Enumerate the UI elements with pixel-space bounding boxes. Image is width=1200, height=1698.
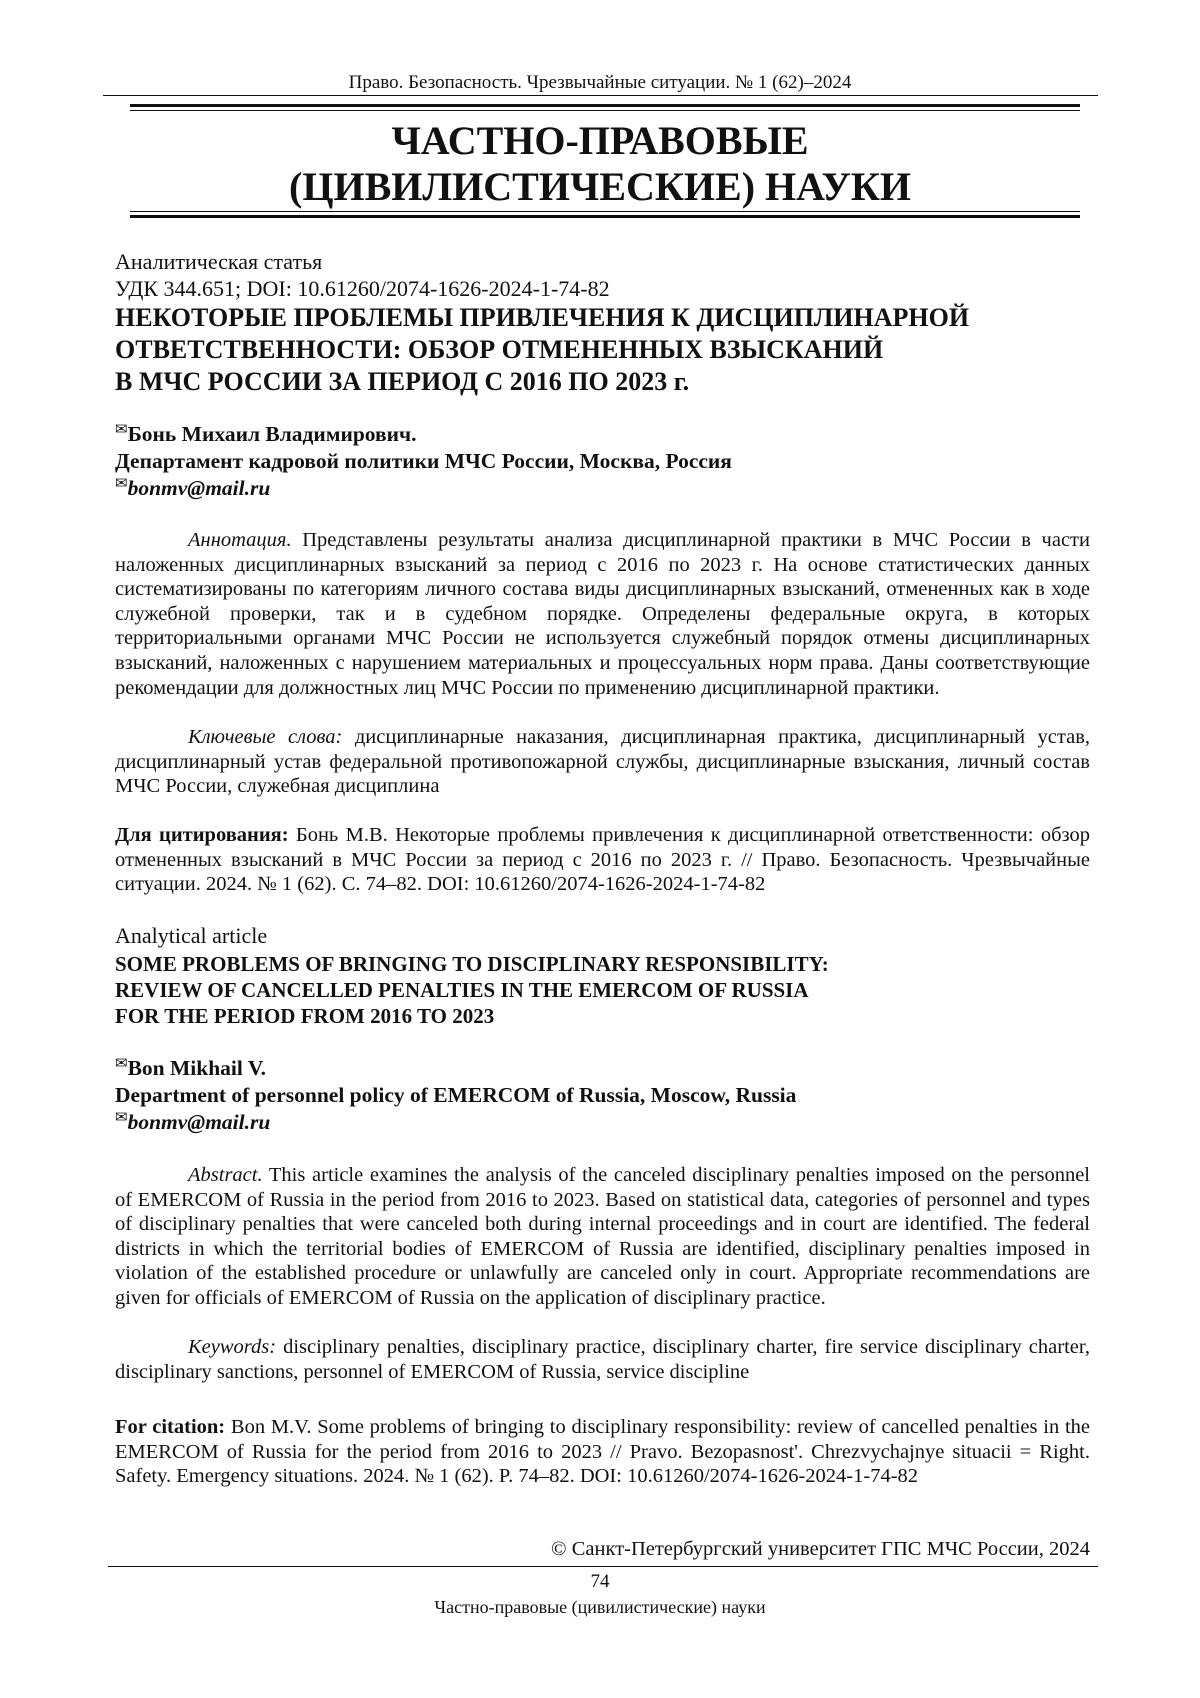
copyright: © Санкт-Петербургский университет ГПС МЧС России, 2024 — [551, 1538, 1090, 1560]
section-rule-bottom-thick — [130, 215, 1080, 218]
keywords-label-en: Keywords: — [188, 1336, 277, 1358]
abstract-ru — [115, 528, 1090, 700]
title-ru-line2: ОТВЕТСТВЕННОСТИ: ОБЗОР ОТМЕНЕННЫХ ВЗЫСКАНИЙ — [115, 335, 884, 364]
author-block-en — [115, 1055, 1090, 1136]
abstract-label-ru: Аннотация. — [188, 529, 292, 551]
citation-ru — [115, 823, 1090, 897]
section-rule-top-thin — [130, 110, 1080, 111]
title-en-line3: FOR THE PERIOD FROM 2016 TO 2023 — [115, 1004, 495, 1028]
article-type-en: Analytical article — [115, 923, 268, 948]
section-title-line1: ЧАСТНО-ПРАВОВЫЕ — [391, 118, 809, 163]
abstract-text-ru: Представлены результаты анализа дисциплинарной практики в МЧС России в части наложенных дисциплинарных взысканий за период с 2016 по 2023 г. На основе статистических данных систематизированы по категориям личного состава виды дисциплинарных взысканий, отмененных как в ходе служебной проверки, так и в судебном порядке. Определены федеральные округа, в которых территориальными органами МЧС России не используется служебный порядок отмены дисциплинарных взысканий, наложенных с нарушением материальных и процессуальных норм права. Даны соответствующие рекомендации для должностных лиц МЧС России по применению дисциплинарной практики. — [115, 529, 1090, 699]
citation-text-ru: Бонь М.В. Некоторые проблемы привлечения к дисциплинарной ответственности: обзор отмененных взысканий в МЧС России за период с 2016 по 2023 г. // Право. Безопасность. Чрезвычайные ситуации. 2024. № 1 (62). С. 74–82. DOI: 10.61260/2074-1626-2024-1-74-82 — [115, 824, 1090, 896]
citation-en — [115, 1415, 1090, 1489]
citation-label-ru: Для цитирования: — [115, 824, 289, 846]
affiliation-en: Department of personnel policy of EMERCOM of Russia, Moscow, Russia — [115, 1083, 797, 1107]
author-block-ru — [115, 421, 1090, 502]
section-rule-bottom-thin — [130, 211, 1080, 212]
title-en-line1: SOME PROBLEMS OF BRINGING TO DISCIPLINARY RESPONSIBILITY: — [115, 952, 829, 976]
article-type-ru: Аналитическая статья — [115, 249, 323, 274]
abstract-text-en: This article examines the analysis of the canceled disciplinary penalties imposed on the personnel of EMERCOM of Russia in the period from 2016 to 2023. Based on statistical data, categories of personnel and types of disciplinary penalties that were canceled both during internal proceedings and in court are identified. The federal districts in which the territorial bodies of EMERCOM of Russia are identified, disciplinary penalties imposed in violation of the established procedure or unlawfully are canceled only in court. Appropriate recommendations are given for officials of EMERCOM of Russia on the application of disciplinary practice. — [115, 1164, 1090, 1309]
author-name-en: Bon Mikhail V. — [127, 1056, 266, 1080]
section-rule-top-thick — [130, 104, 1080, 107]
keywords-text-en: disciplinary penalties, disciplinary practice, disciplinary charter, fire service disciplinary charter, disciplinary sanctions, personnel of EMERCOM of Russia, service discipline — [115, 1336, 1090, 1383]
journal-header: Право. Безопасность. Чрезвычайные ситуации. № 1 (62)–2024 — [348, 72, 852, 93]
section-title-line2: (ЦИВИЛИСТИЧЕСКИЕ) НАУКИ — [289, 164, 911, 209]
envelope-icon: ✉ — [115, 422, 128, 438]
keywords-text-ru: дисциплинарные наказания, дисциплинарная практика, дисциплинарный устав, дисциплинарный устав федеральной противопожарной службы, дисциплинарные взыскания, личный состав МЧС России, служебная дисциплина — [115, 726, 1090, 798]
affiliation-ru: Департамент кадровой политики МЧС России, Москва, Россия — [115, 449, 732, 473]
footer-rule — [108, 1566, 1098, 1567]
keywords-label-ru: Ключевые слова: — [188, 726, 343, 748]
email-link-en[interactable]: bonmv@mail.ru — [127, 1110, 271, 1134]
citation-label-en: For citation: — [115, 1416, 226, 1438]
header-rule — [103, 95, 1098, 96]
title-en-line2: REVIEW OF CANCELLED PENALTIES IN THE EMERCOM OF RUSSIA — [115, 978, 809, 1002]
citation-text-en: Bon M.V. Some problems of bringing to disciplinary responsibility: review of cancelled penalties in the EMERCOM of Russia for the period from 2016 to 2023 // Pravo. Bezopasnost'. Chrezvychajnye situacii = Right. Safety. Emergency situations. 2024. № 1 (62). P. 74–82. DOI: 10.61260/2074-1626-2024-1-74-82 — [115, 1416, 1090, 1488]
udk-doi: УДК 344.651; DOI: 10.61260/2074-1626-2024-1-74-82 — [115, 276, 610, 301]
author-name-ru: Бонь Михаил Владимирович. — [127, 422, 417, 446]
article-title-en — [115, 951, 1090, 1029]
footer-section: Частно-правовые (цивилистические) науки — [434, 1597, 766, 1617]
envelope-icon: ✉ — [115, 476, 128, 492]
title-ru-line1: НЕКОТОРЫЕ ПРОБЛЕМЫ ПРИВЛЕЧЕНИЯ К ДИСЦИПЛИНАРНОЙ — [115, 303, 970, 332]
envelope-icon: ✉ — [115, 1110, 128, 1126]
keywords-en — [115, 1335, 1090, 1384]
abstract-en — [115, 1163, 1090, 1311]
email-link-ru[interactable]: bonmv@mail.ru — [127, 476, 271, 500]
abstract-label-en: Abstract. — [188, 1164, 263, 1186]
section-title — [0, 118, 1200, 210]
envelope-icon: ✉ — [115, 1056, 128, 1072]
keywords-ru — [115, 725, 1090, 799]
title-ru-line3: В МЧС РОССИИ ЗА ПЕРИОД С 2016 ПО 2023 г. — [115, 367, 690, 396]
page-number: 74 — [590, 1571, 610, 1592]
article-title-ru — [115, 302, 1090, 398]
